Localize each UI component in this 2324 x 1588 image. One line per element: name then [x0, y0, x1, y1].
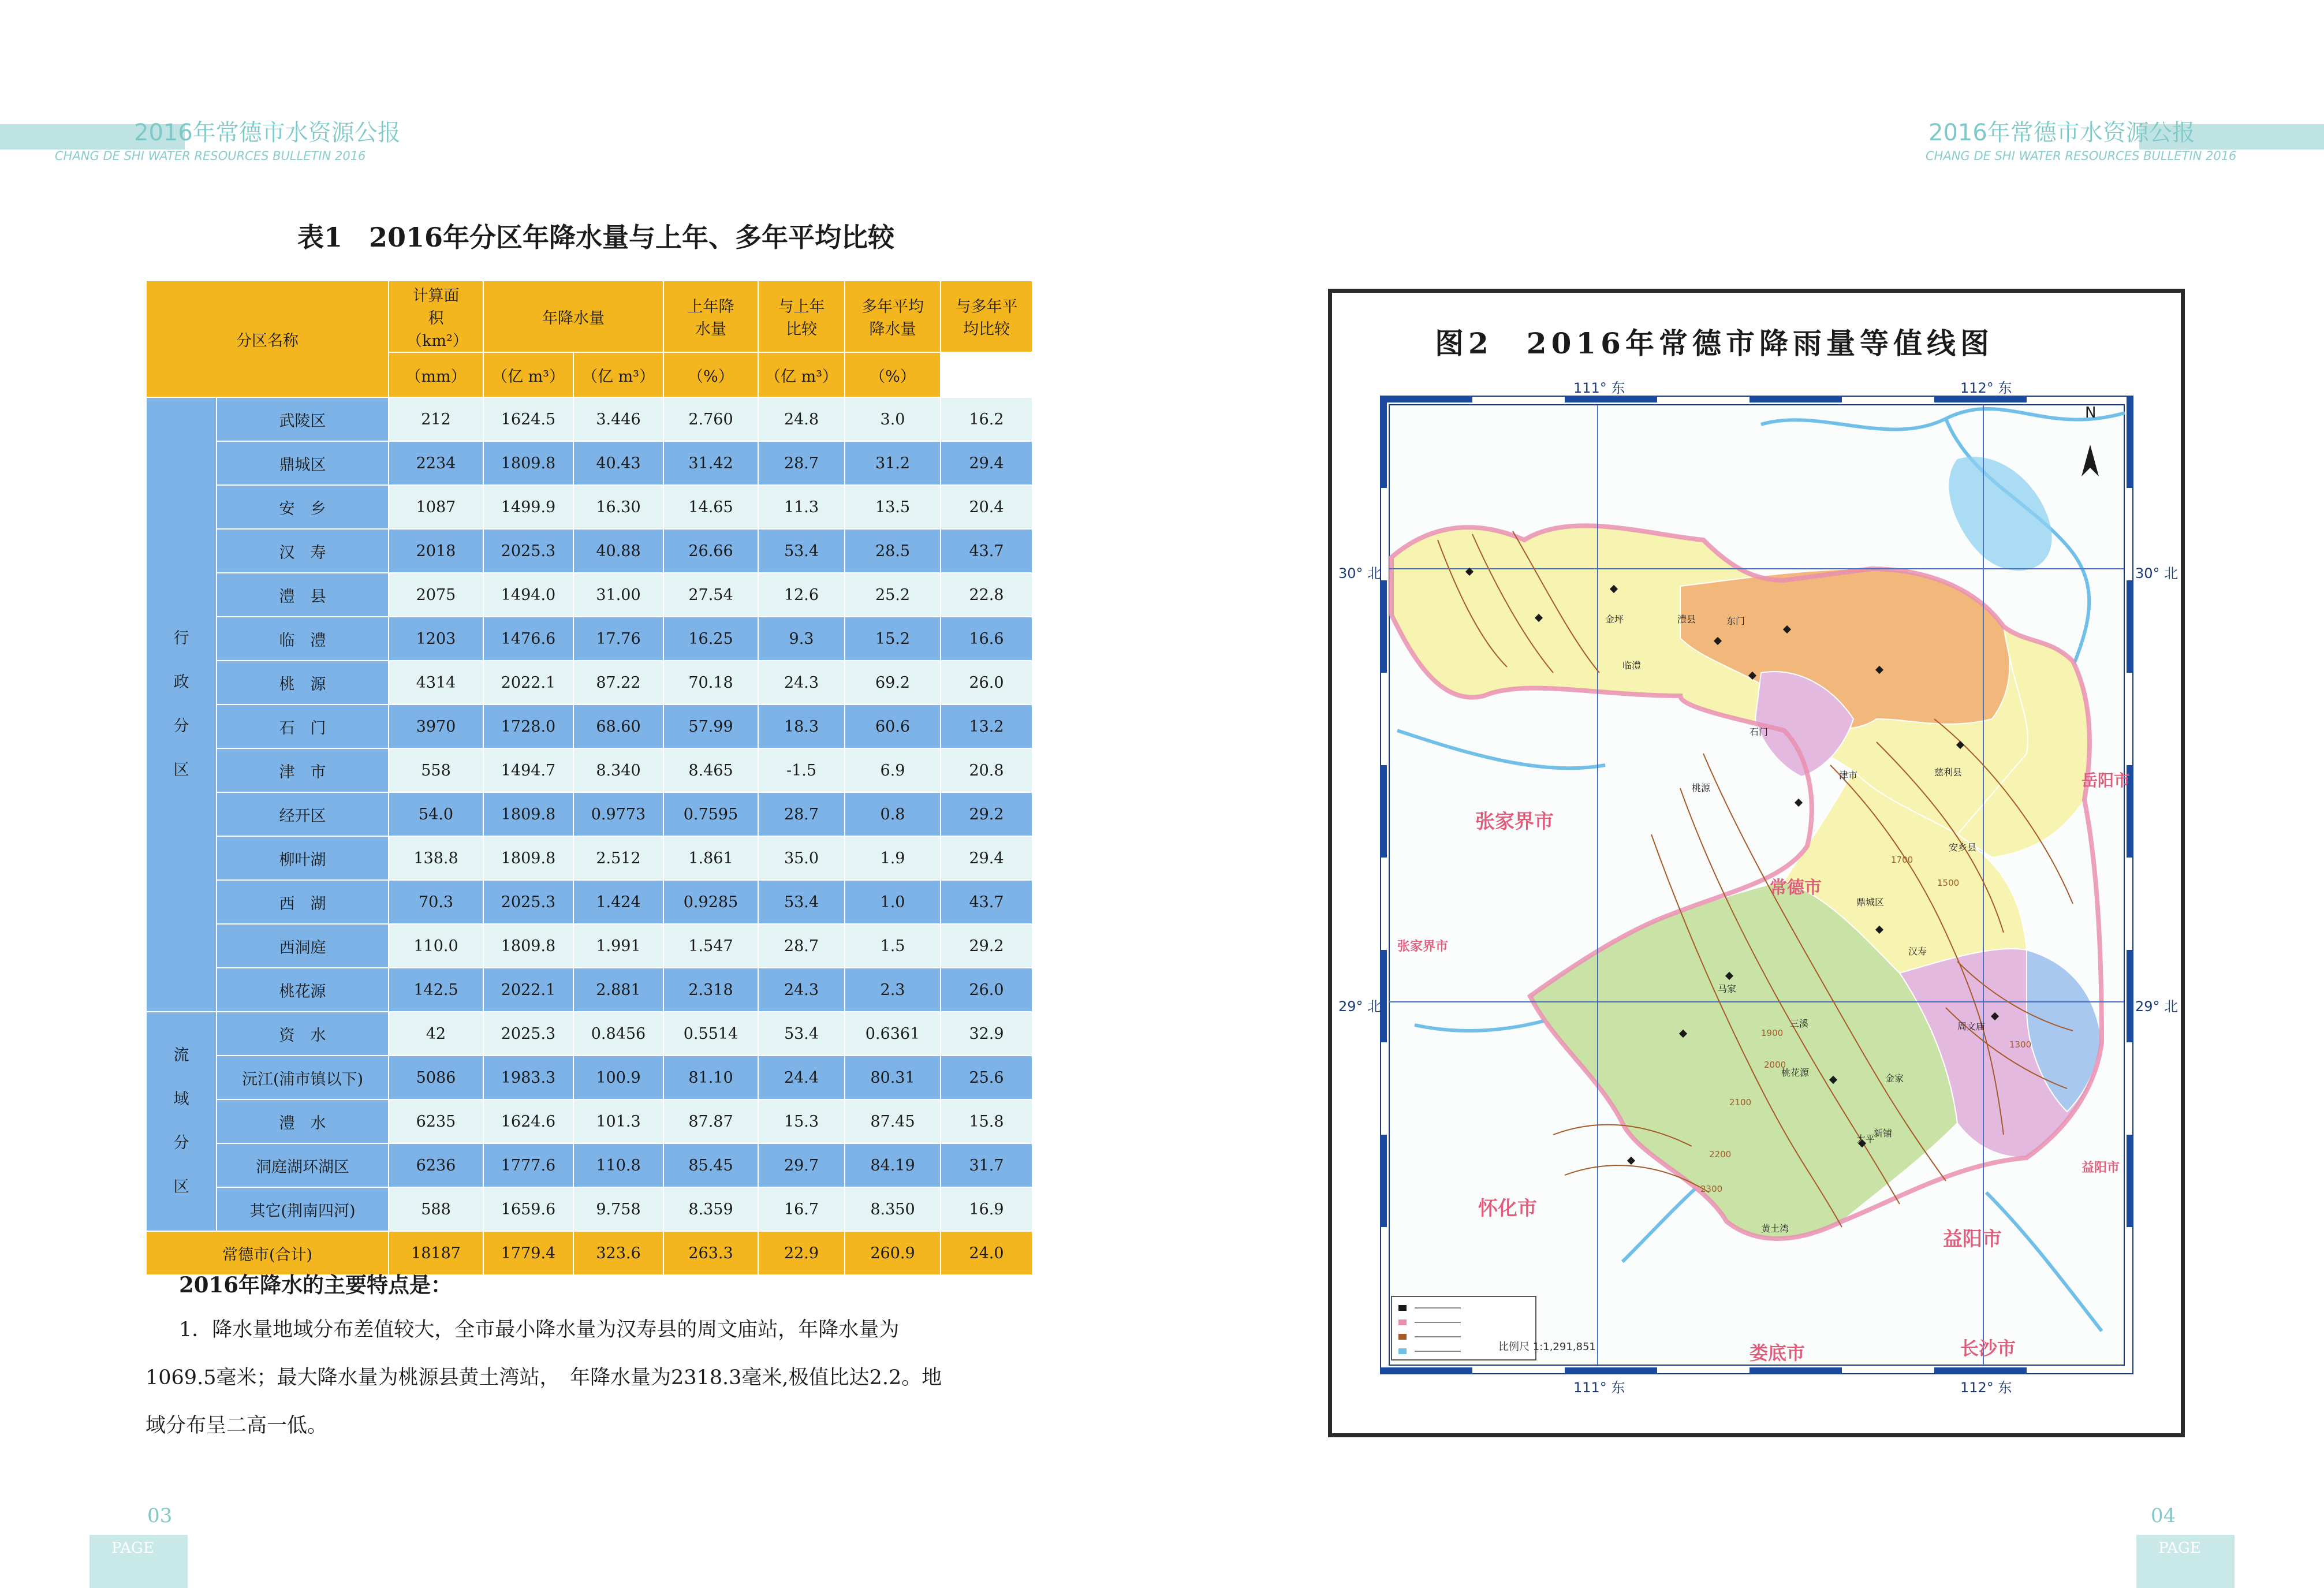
- table-cell: 2018: [389, 529, 483, 573]
- table-cell: 1499.9: [483, 485, 573, 529]
- unit-yi: （亿 m³）: [483, 352, 573, 397]
- table-cell: 9.758: [573, 1187, 663, 1231]
- table-cell: 53.4: [758, 1012, 845, 1056]
- table-cell: 31.42: [663, 441, 758, 485]
- table-cell: 81.10: [663, 1056, 758, 1099]
- table-row: [146, 968, 1032, 1012]
- table-row: [146, 573, 1032, 617]
- place-label: 三溪: [1790, 1018, 1809, 1029]
- table-cell: 22.8: [941, 573, 1032, 617]
- zone-name-cell: 资 水: [217, 1012, 389, 1056]
- table-cell: 24.4: [758, 1056, 845, 1099]
- table-cell: 138.8: [389, 836, 483, 880]
- zone-name-cell: 西 湖: [217, 880, 389, 924]
- table-cell: 2025.3: [483, 529, 573, 573]
- table-row: [146, 1056, 1032, 1099]
- table-cell: 6235: [389, 1099, 483, 1143]
- table-cell: 87.87: [663, 1099, 758, 1143]
- table-cell: 3.446: [573, 397, 663, 441]
- table-cell: 8.359: [663, 1187, 758, 1231]
- zone-name-cell: 西洞庭: [217, 924, 389, 968]
- features-line-2: 1069.5毫米；最大降水量为桃源县黄土湾站， 年降水量为2318.3毫米,极值比达2.2。地: [146, 1366, 942, 1389]
- table-cell: 8.350: [845, 1187, 941, 1231]
- table-cell: 1809.8: [483, 924, 573, 968]
- table-cell: 1777.6: [483, 1143, 573, 1187]
- table-cell: 8.340: [573, 748, 663, 792]
- zone-name-cell: 澧 水: [217, 1099, 389, 1143]
- table-cell: 2022.1: [483, 661, 573, 704]
- table-cell: 27.54: [663, 573, 758, 617]
- table-row: [146, 529, 1032, 573]
- admin-rows: [146, 397, 1032, 1012]
- place-label: 东门: [1726, 616, 1745, 627]
- header-area: 计算面积（km²）: [389, 281, 483, 352]
- table-cell: 53.4: [758, 880, 845, 924]
- table-cell: 1.9: [845, 836, 941, 880]
- table-row: [146, 617, 1032, 661]
- zone-name-cell: 鼎城区: [217, 441, 389, 485]
- features-line-1: 1．降水量地域分布差值较大，全市最小降水量为汉寿县的周文庙站，年降水量为: [179, 1318, 900, 1341]
- table-cell: 16.25: [663, 617, 758, 661]
- table-row: [146, 1187, 1032, 1231]
- left-page-number: 03: [147, 1504, 173, 1527]
- table-cell: 1809.8: [483, 441, 573, 485]
- right-page-number: 04: [2151, 1504, 2176, 1527]
- zone-name-cell: 其它(荆南四河): [217, 1187, 389, 1231]
- table-row: [146, 924, 1032, 968]
- right-page-label: PAGE: [2158, 1539, 2201, 1557]
- total-cell: 323.6: [573, 1231, 663, 1275]
- place-label: 金坪: [1605, 614, 1624, 625]
- table-cell: 16.7: [758, 1187, 845, 1231]
- total-cell: 263.3: [663, 1231, 758, 1275]
- table-cell: 0.7595: [663, 792, 758, 836]
- city-zhangjiajie: 张家界市: [1475, 810, 1554, 833]
- table-cell: 2.881: [573, 968, 663, 1012]
- table-cell: 15.3: [758, 1099, 845, 1143]
- table-cell: 2.318: [663, 968, 758, 1012]
- right-header-title: 2016年常德市水资源公报: [1928, 120, 2195, 146]
- table-cell: 16.2: [941, 397, 1032, 441]
- lon-label-111-bottom: 111° 东: [1573, 1380, 1625, 1396]
- city-zhangjiajie-seat: 张家界市: [1397, 940, 1449, 954]
- table-cell: 70.18: [663, 661, 758, 704]
- table-cell: 87.22: [573, 661, 663, 704]
- table-cell: 1.424: [573, 880, 663, 924]
- zone-name-cell: 石 门: [217, 704, 389, 748]
- place-label: 慈利县: [1934, 767, 1963, 778]
- place-label: 太平: [1856, 1134, 1875, 1145]
- table-cell: 1809.8: [483, 792, 573, 836]
- zone-name-cell: 安 乡: [217, 485, 389, 529]
- table-cell: 0.8: [845, 792, 941, 836]
- contour-label: 1300: [2009, 1039, 2032, 1050]
- table-cell: 70.3: [389, 880, 483, 924]
- table-cell: 17.76: [573, 617, 663, 661]
- table-cell: 0.9285: [663, 880, 758, 924]
- lat-label-29-right: 29° 北: [2135, 998, 2178, 1015]
- place-label: 周文庙: [1957, 1021, 1986, 1032]
- right-header-subtitle: CHANG DE SHI WATER RESOURCES BULLETIN 2016: [1926, 149, 2237, 163]
- table-cell: 1624.5: [483, 397, 573, 441]
- table-cell: 13.5: [845, 485, 941, 529]
- place-label: 桃花源: [1781, 1067, 1810, 1078]
- table-cell: 212: [389, 397, 483, 441]
- table-cell: 18.3: [758, 704, 845, 748]
- city-changsha: 长沙市: [1960, 1337, 2016, 1359]
- contour-label: 2000: [1764, 1060, 1786, 1070]
- table-cell: 68.60: [573, 704, 663, 748]
- table-cell: 15.8: [941, 1099, 1032, 1143]
- table-cell: 0.9773: [573, 792, 663, 836]
- table-cell: 1476.6: [483, 617, 573, 661]
- table-cell: 0.6361: [845, 1012, 941, 1056]
- table-cell: 1.991: [573, 924, 663, 968]
- table-cell: 16.9: [941, 1187, 1032, 1231]
- table-row: [146, 397, 1032, 441]
- rainfall-isoline-map: [1380, 396, 2133, 1374]
- total-cell: 24.0: [941, 1231, 1032, 1275]
- table-cell: 6236: [389, 1143, 483, 1187]
- left-page-tab: [89, 1535, 188, 1588]
- table-cell: 24.8: [758, 397, 845, 441]
- lat-label-30-left: 30° 北: [1338, 565, 1382, 581]
- place-label: 鼎城区: [1856, 897, 1885, 908]
- table-cell: 28.7: [758, 792, 845, 836]
- table-cell: 0.8456: [573, 1012, 663, 1056]
- unit-pct: （%）: [845, 352, 941, 397]
- table-cell: 31.7: [941, 1143, 1032, 1187]
- table-cell: 2.512: [573, 836, 663, 880]
- contour-label: 2300: [1700, 1184, 1723, 1194]
- left-header-title: 2016年常德市水资源公报: [134, 120, 401, 146]
- header-zone: 分区名称: [146, 281, 389, 397]
- table-cell: 57.99: [663, 704, 758, 748]
- total-cell: 18187: [389, 1231, 483, 1275]
- header-avg-cmp: 与多年平均比较: [941, 281, 1032, 352]
- table-cell: 29.7: [758, 1143, 845, 1187]
- table-cell: 9.3: [758, 617, 845, 661]
- table-cell: 14.65: [663, 485, 758, 529]
- table-row: [146, 1143, 1032, 1187]
- table-cell: 28.5: [845, 529, 941, 573]
- zone-name-cell: 桃 源: [217, 661, 389, 704]
- city-changde: 常德市: [1770, 878, 1822, 898]
- table-cell: 69.2: [845, 661, 941, 704]
- zone-name-cell: 洞庭湖环湖区: [217, 1143, 389, 1187]
- table-cell: 6.9: [845, 748, 941, 792]
- table-row: [146, 704, 1032, 748]
- table-cell: 53.4: [758, 529, 845, 573]
- table-cell: 3.0: [845, 397, 941, 441]
- table-cell: 588: [389, 1187, 483, 1231]
- table-cell: 20.8: [941, 748, 1032, 792]
- table-cell: 11.3: [758, 485, 845, 529]
- table-cell: 101.3: [573, 1099, 663, 1143]
- zone-name-cell: 武陵区: [217, 397, 389, 441]
- header-prev: 上年降水量: [663, 281, 758, 352]
- contour-label: 1700: [1891, 855, 1913, 865]
- table-cell: 1659.6: [483, 1187, 573, 1231]
- table-cell: 2025.3: [483, 880, 573, 924]
- lon-label-112-top: 112° 东: [1960, 380, 2012, 396]
- table-cell: 31.00: [573, 573, 663, 617]
- table-cell: 110.0: [389, 924, 483, 968]
- table-cell: 1494.0: [483, 573, 573, 617]
- table-cell: 24.3: [758, 968, 845, 1012]
- place-label: 金家: [1885, 1073, 1904, 1084]
- basin-group-text: 流 域 分 区: [173, 1046, 189, 1196]
- features-heading: 2016年降水的主要特点是：: [179, 1272, 452, 1298]
- table-cell: 1624.6: [483, 1099, 573, 1143]
- table-cell: -1.5: [758, 748, 845, 792]
- total-label-cell: 常德市(合计): [146, 1231, 389, 1275]
- lon-label-111-top: 111° 东: [1573, 380, 1625, 396]
- zone-name-cell: 沅江(浦市镇以下): [217, 1056, 389, 1099]
- table-cell: 54.0: [389, 792, 483, 836]
- table-cell: 26.0: [941, 661, 1032, 704]
- city-huaihua: 怀化市: [1478, 1197, 1537, 1220]
- table-cell: 2234: [389, 441, 483, 485]
- table-cell: 2075: [389, 573, 483, 617]
- table-cell: 29.4: [941, 441, 1032, 485]
- table-cell: 1983.3: [483, 1056, 573, 1099]
- admin-group-text: 行 政 分 区: [173, 629, 189, 779]
- table-cell: 85.45: [663, 1143, 758, 1187]
- table-cell: 29.2: [941, 792, 1032, 836]
- table-cell: 8.465: [663, 748, 758, 792]
- table-cell: 5086: [389, 1056, 483, 1099]
- place-label: 安乡县: [1949, 842, 1977, 853]
- table-cell: 1087: [389, 485, 483, 529]
- lon-label-112-bottom: 112° 东: [1960, 1380, 2012, 1396]
- table-cell: 24.3: [758, 661, 845, 704]
- table-cell: 2.3: [845, 968, 941, 1012]
- rainfall-table: [146, 280, 1033, 1276]
- zone-name-cell: 柳叶湖: [217, 836, 389, 880]
- table-row: [146, 441, 1032, 485]
- table-cell: 15.2: [845, 617, 941, 661]
- zone-name-cell: 经开区: [217, 792, 389, 836]
- unit-mm: （mm）: [389, 352, 483, 397]
- unit-pct: （%）: [663, 352, 758, 397]
- table-cell: 43.7: [941, 529, 1032, 573]
- place-label: 新铺: [1874, 1128, 1893, 1139]
- map-scale: 比例尺 1:1,291,851: [1498, 1341, 1596, 1353]
- table-cell: 1809.8: [483, 836, 573, 880]
- table-cell: 87.45: [845, 1099, 941, 1143]
- table-cell: 25.2: [845, 573, 941, 617]
- table-cell: 1.547: [663, 924, 758, 968]
- table-cell: 3970: [389, 704, 483, 748]
- zone-name-cell: 汉 寿: [217, 529, 389, 573]
- city-yueyang: 岳阳市: [2081, 771, 2131, 790]
- map-title: 图2 2016年常德市降雨量等值线图: [1435, 326, 1994, 360]
- contour-label: 1900: [1761, 1028, 1784, 1038]
- place-label: 汉寿: [1908, 946, 1927, 957]
- table-cell: 12.6: [758, 573, 845, 617]
- city-yiyang-seat: 益阳市: [2081, 1161, 2120, 1175]
- table-cell: 2.760: [663, 397, 758, 441]
- header-annual: 年降水量: [483, 281, 663, 352]
- table-cell: 32.9: [941, 1012, 1032, 1056]
- table-cell: 1.0: [845, 880, 941, 924]
- table-cell: 558: [389, 748, 483, 792]
- table-cell: 80.31: [845, 1056, 941, 1099]
- table-cell: 1728.0: [483, 704, 573, 748]
- contour-label: 2100: [1729, 1097, 1752, 1108]
- table-row: [146, 485, 1032, 529]
- north-label: N: [2085, 404, 2097, 422]
- unit-yi: （亿 m³）: [573, 352, 663, 397]
- place-label: 石门: [1749, 726, 1769, 737]
- table-row: [146, 1012, 1032, 1056]
- table-cell: 40.88: [573, 529, 663, 573]
- contour-label: 2200: [1709, 1149, 1732, 1160]
- table-cell: 4314: [389, 661, 483, 704]
- city-yiyang: 益阳市: [1943, 1228, 2002, 1251]
- city-loudi: 娄底市: [1749, 1342, 1806, 1364]
- table-title: 表1 2016年分区年降水量与上年、多年平均比较: [297, 222, 895, 253]
- table-cell: 25.6: [941, 1056, 1032, 1099]
- total-cell: 22.9: [758, 1231, 845, 1275]
- place-label: 马家: [1718, 983, 1737, 994]
- zone-name-cell: 临 澧: [217, 617, 389, 661]
- basin-rows: [146, 1012, 1032, 1231]
- zone-name-cell: 桃花源: [217, 968, 389, 1012]
- place-label: 津市: [1839, 770, 1858, 781]
- table-row: [146, 1099, 1032, 1143]
- table-cell: 100.9: [573, 1056, 663, 1099]
- table-cell: 84.19: [845, 1143, 941, 1187]
- place-label: 黄土湾: [1761, 1223, 1789, 1234]
- place-label: 澧县: [1677, 614, 1696, 625]
- left-header-subtitle: CHANG DE SHI WATER RESOURCES BULLETIN 2016: [55, 149, 366, 163]
- table-cell: 60.6: [845, 704, 941, 748]
- table-row: [146, 792, 1032, 836]
- table-cell: 1203: [389, 617, 483, 661]
- table-row: [146, 880, 1032, 924]
- lat-label-30-right: 30° 北: [2135, 565, 2178, 581]
- contour-label: 1500: [1937, 878, 1960, 888]
- lat-label-29-left: 29° 北: [1338, 998, 1382, 1015]
- table-cell: 142.5: [389, 968, 483, 1012]
- left-page-label: PAGE: [111, 1539, 154, 1557]
- admin-group-label: [146, 397, 217, 1012]
- table-cell: 13.2: [941, 704, 1032, 748]
- table-row: [146, 836, 1032, 880]
- table-cell: 42: [389, 1012, 483, 1056]
- table-cell: 26.66: [663, 529, 758, 573]
- table-cell: 1.861: [663, 836, 758, 880]
- zone-name-cell: 澧 县: [217, 573, 389, 617]
- table-cell: 29.2: [941, 924, 1032, 968]
- table-row: [146, 661, 1032, 704]
- header-prev-cmp: 与上年比较: [758, 281, 845, 352]
- table-cell: 1.5: [845, 924, 941, 968]
- table-cell: 20.4: [941, 485, 1032, 529]
- unit-yi: （亿 m³）: [758, 352, 845, 397]
- table-cell: 29.4: [941, 836, 1032, 880]
- right-page-tab: [2136, 1535, 2235, 1588]
- table-cell: 31.2: [845, 441, 941, 485]
- place-label: 桃源: [1692, 782, 1711, 793]
- table-cell: 16.30: [573, 485, 663, 529]
- table-cell: 28.7: [758, 441, 845, 485]
- table-cell: 26.0: [941, 968, 1032, 1012]
- table-row: [146, 748, 1032, 792]
- header-avg: 多年平均降水量: [845, 281, 941, 352]
- table-cell: 1494.7: [483, 748, 573, 792]
- zone-name-cell: 津 市: [217, 748, 389, 792]
- total-cell: 1779.4: [483, 1231, 573, 1275]
- basin-group-label: [146, 1012, 217, 1231]
- place-label: 临澧: [1622, 660, 1642, 671]
- total-cell: 260.9: [845, 1231, 941, 1275]
- table-cell: 43.7: [941, 880, 1032, 924]
- table-cell: 2022.1: [483, 968, 573, 1012]
- table-cell: 35.0: [758, 836, 845, 880]
- table-cell: 40.43: [573, 441, 663, 485]
- table-cell: 0.5514: [663, 1012, 758, 1056]
- table-cell: 2025.3: [483, 1012, 573, 1056]
- table-cell: 16.6: [941, 617, 1032, 661]
- table-cell: 110.8: [573, 1143, 663, 1187]
- table-cell: 28.7: [758, 924, 845, 968]
- features-line-3: 域分布呈二高一低。: [146, 1414, 328, 1437]
